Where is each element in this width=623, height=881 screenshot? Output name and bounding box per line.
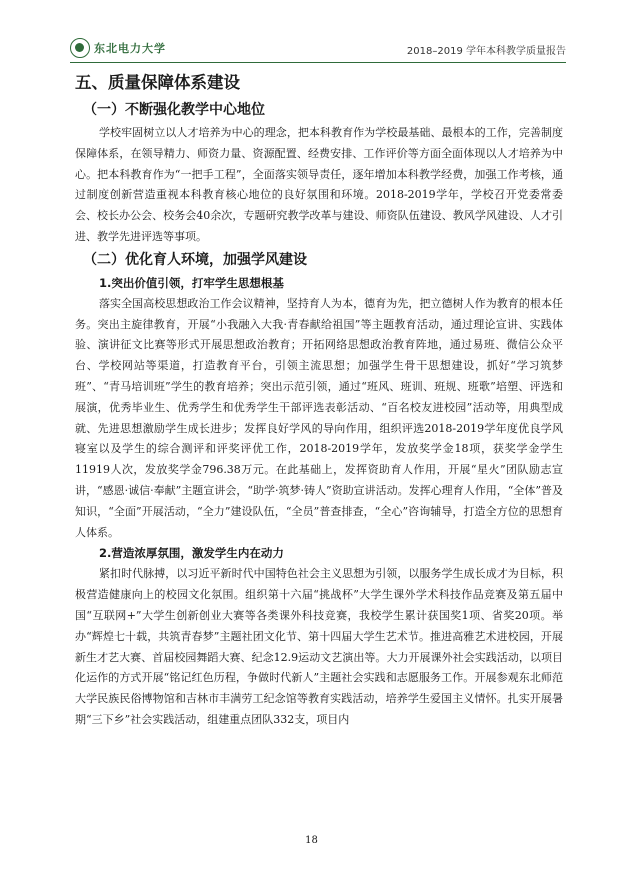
report-title: 2018–2019 学年本科教学质量报告 [406, 46, 566, 57]
page-header [70, 38, 566, 60]
university-logo [70, 38, 166, 58]
subsection-title-1: （一）不断强化教学中心地位 [83, 102, 265, 118]
university-seal-icon [70, 38, 90, 58]
page-number: 18 [305, 835, 318, 846]
paragraph-2: 落实全国高校思想政治工作会议精神，坚持育人为本，德育为先，把立德树人作为教育的根本任务。突出主旋律教育，开展“小我融入大我·青春献给祖国”等主题教育活动，通过理论宣讲、实践体验、演讲征文比赛等形式开展思想政治教育；开拓网络思想政治教育阵地，通过易班、微信公众平台、学校网站等渠道，打造教育平台，引领主流思想；加强学生骨干思想建设，抓好“学习筑梦班”、“青马培训班”学生的教育培养；突出示范引领，通过“班风、班训、班规、班歌”培塑、评选和展演，优秀毕业生、优秀学生和优秀学生干部评选表彰活动、“百名校友进校园”活动等，用典型成就、先进思想激励学生成长进步；发挥良好学风的导向作用，组织评选2018-2019学年度优良学风寝室以及学生的综合测评和评奖评优工作，2018-2019学年，发放奖学金18项，获奖学金学生11919人次，发放奖学金796.38万元。在此基础上，发挥资助育人作用，开展“星火”团队励志宣讲，“感恩·诚信·奉献”主题宣讲会，“助学·筑梦·铸人”资助宣讲活动。发挥心理育人作用，“全体”普及知识，“全面”开展活动，“全力”建设队伍，“全员”普查排查，“全心”咨询辅导，打造全方位的思想育人体系。 [75, 296, 563, 539]
subsection-title-2: （二）优化育人环境，加强学风建设 [83, 251, 307, 268]
item-title-2: 2.营造浓厚氛围，激发学生内在动力 [99, 546, 284, 561]
paragraph-3: 紧扣时代脉搏，以习近平新时代中国特色社会主义思想为引领，以服务学生成长成才为目标，积极营造健康向上的校园文化氛围。组织第十六届“挑战杯”大学生课外学术科技作品竞赛及第五届中国“互联网+”大学生创新创业大赛等各类课外科技竞赛，我校学生累计获国奖1项、省奖20项。举办“辉煌七十载，共筑青春梦”主题社团文化节、第十四届大学生艺术节。推进高雅艺术进校园，开展新生才艺大赛、首届校园舞蹈大赛、纪念12.9运动文艺演出等。大力开展课外社会实践活动，以项目化运作的方式开展“铭记红色历程，争做时代新人”主题社会实践和志愿服务工作。开展参观东北师范大学民族民俗博物馆和吉林市丰满劳工纪念馆等教育实践活动，培养学生爱国主义情怀。扎实开展暑期“三下乡”社会实践活动，组建重点团队332支，项目内 [75, 567, 563, 726]
item-title-1: 1.突出价值引领，打牢学生思想根基 [99, 275, 284, 290]
university-name: 东北电力大学 [94, 42, 166, 55]
section-title: 五、质量保障体系建设 [75, 73, 240, 92]
paragraph-1: 学校牢固树立以人才培养为中心的理念，把本科教育作为学校最基础、最根本的工作，完善制度保障体系，在领导精力、师资力量、资源配置、经费安排、工作评价等方面全面体现以人才培养为中心。把本科教育作为“一把手工程”，全面落实领导责任，逐年增加本科教学经费，加强工作考核，通过制度创新营造重视本科教育核心地位的良好氛围和环境。2018-2019学年，学校召开党委常委会、校长办公会、校务会40余次，专题研究教学改革与建设、师资队伍建设、教风学风建设、人才引进、教学先进评选等事项。 [75, 126, 563, 243]
page-content [75, 68, 563, 731]
header-divider [70, 62, 566, 63]
